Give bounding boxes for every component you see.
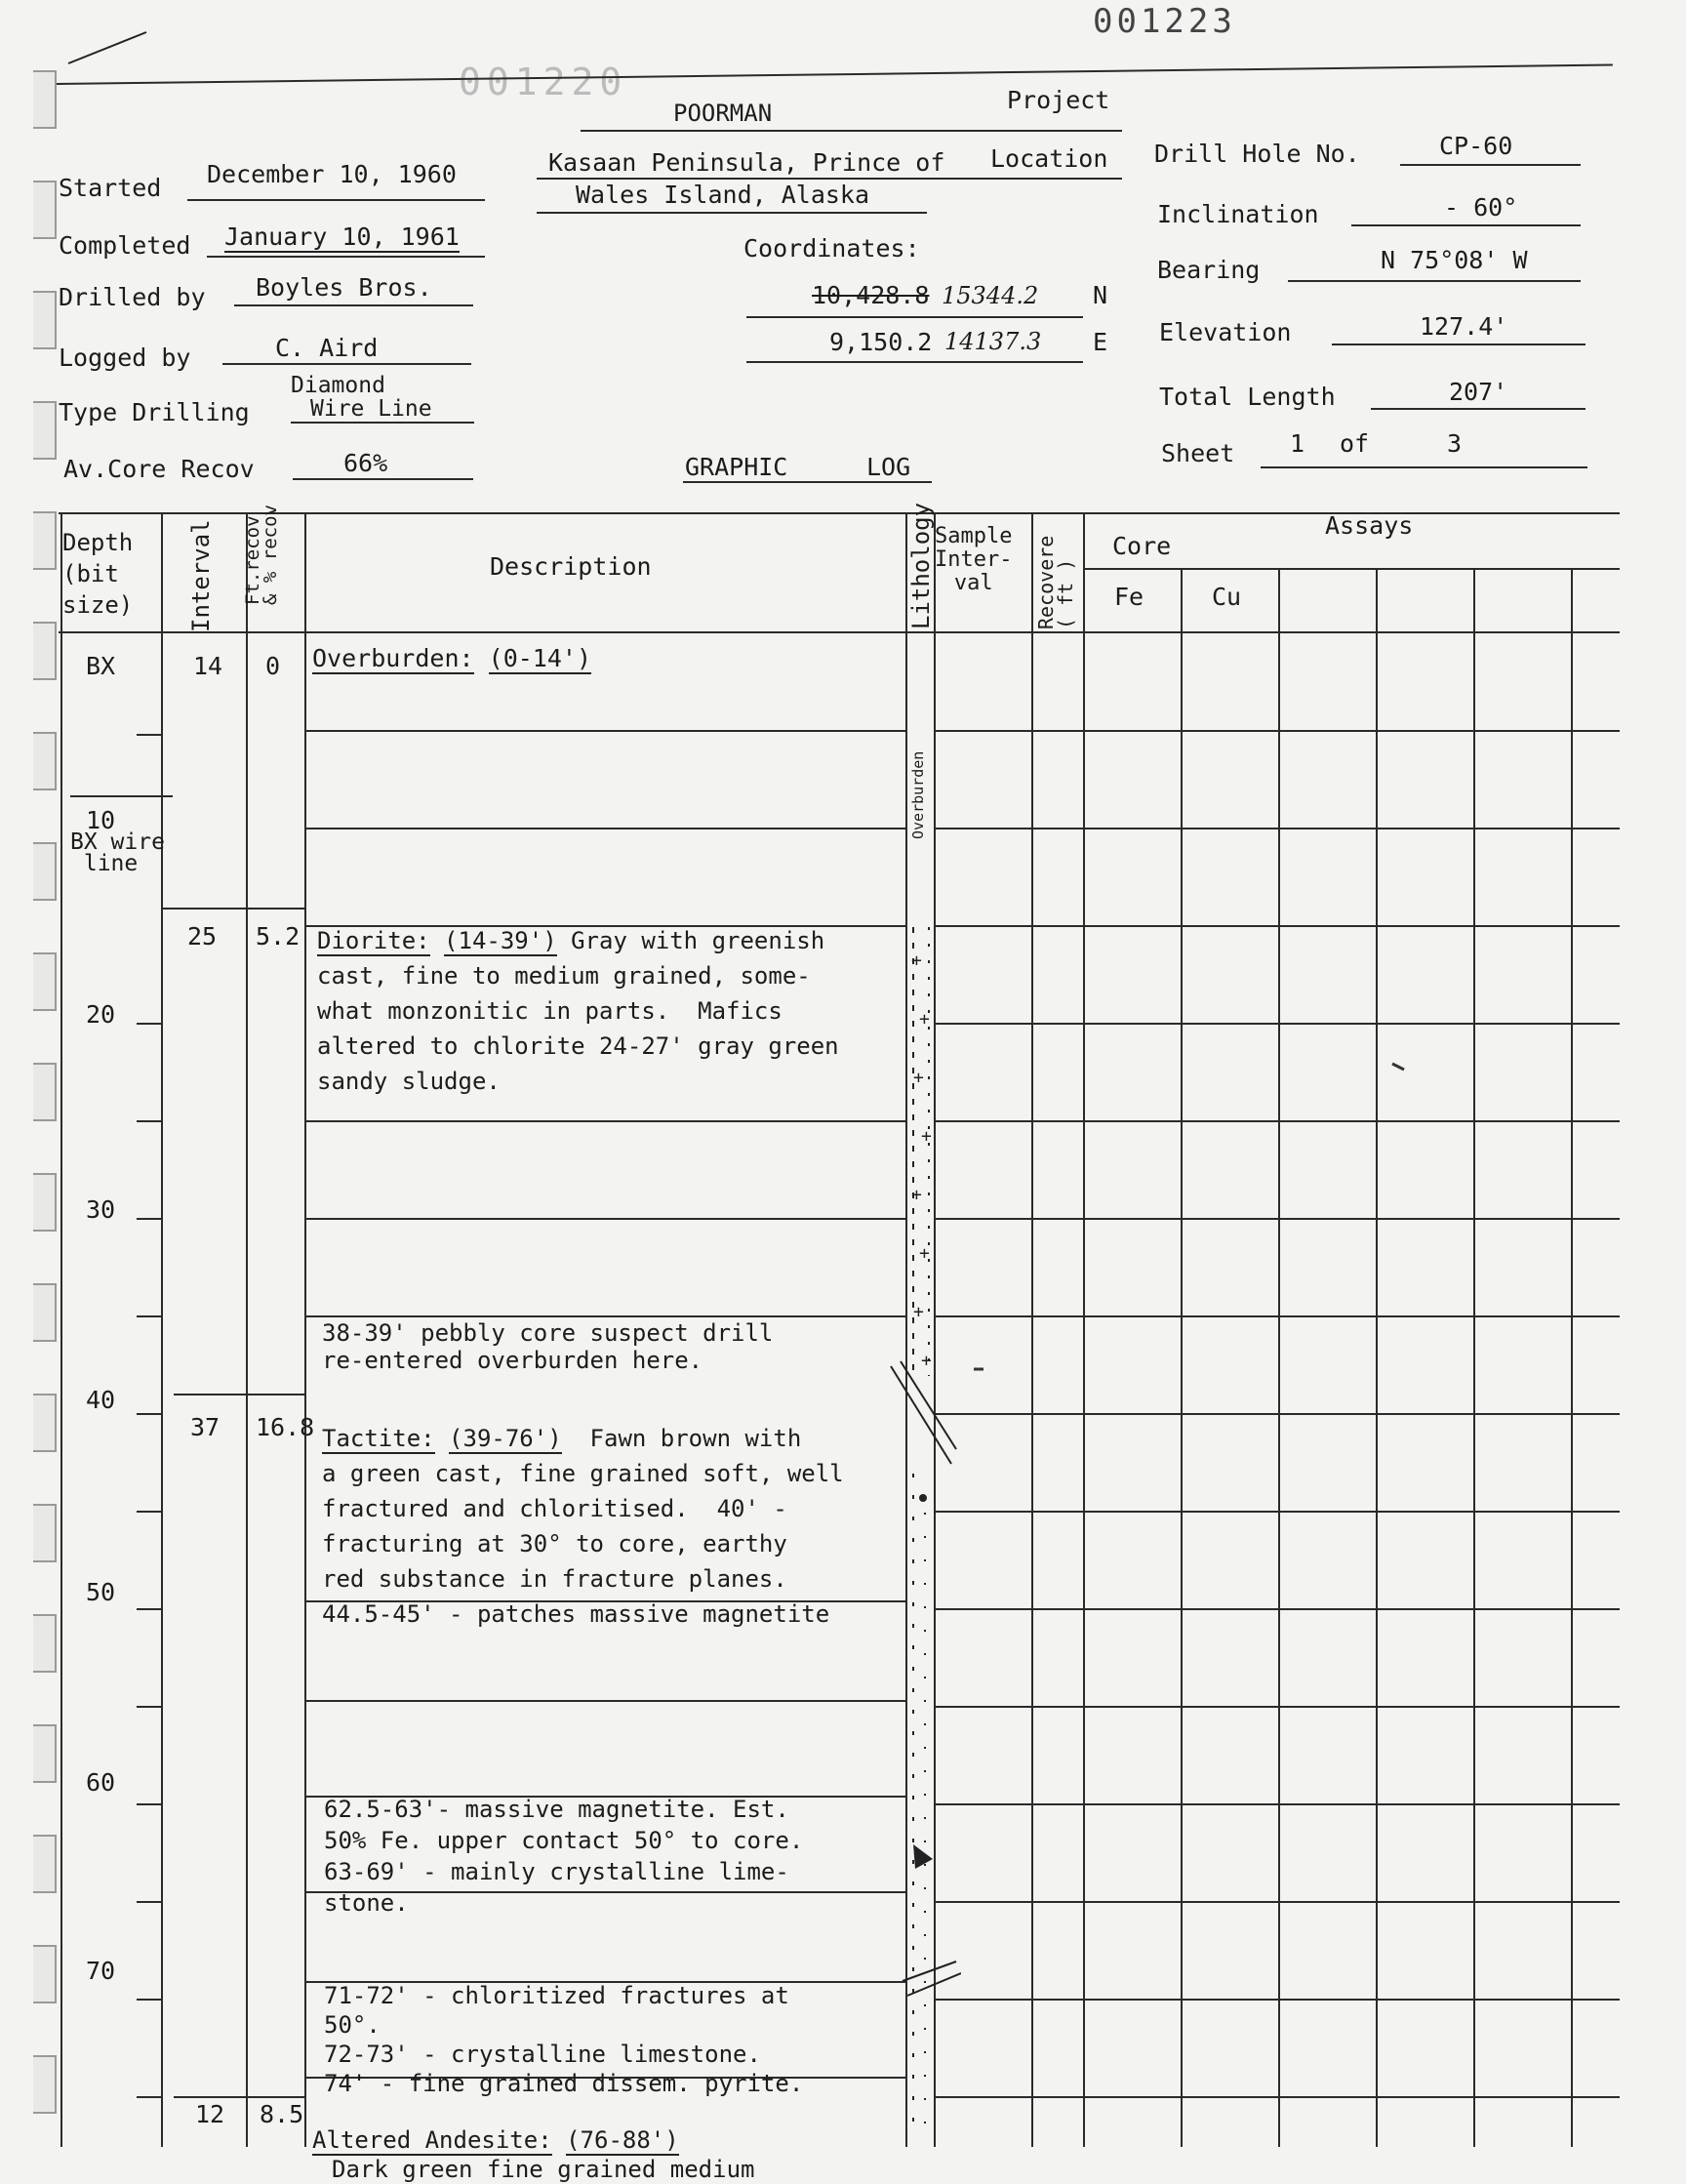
tactite-range: (39-76') — [449, 1425, 562, 1452]
project-value: POORMAN — [673, 100, 773, 127]
depth-bx-wire: BX wire line — [70, 829, 165, 876]
doc-number-top: 001223 — [1093, 2, 1236, 41]
andesite-partial: Dark green fine grained medium — [332, 2156, 755, 2183]
drill-hole-label: Drill Hole No. — [1154, 140, 1360, 168]
andesite-block — [312, 2096, 755, 2184]
graphic-log-label-2: LOG — [866, 453, 911, 481]
total-length-label: Total Length — [1159, 383, 1336, 411]
diorite-range: (14-39') — [444, 927, 557, 954]
coord-n-new: 15344.2 — [942, 282, 1039, 309]
assays-header: Assays — [1325, 511, 1414, 540]
lithology-overburden-label: Overburden — [909, 750, 927, 839]
doc-number-faded: 001220 — [459, 61, 628, 103]
started-label: Started — [59, 174, 162, 202]
tactite-text: Fawn brown with a green cast, fine grained soft, well fractured and chloritised. 40' - fracturing at 30° to core, earthy red substance in fracture planes. 44.5-45' - patches massive magnetite — [322, 1425, 844, 1628]
drill-hole-value: CP-60 — [1439, 132, 1513, 160]
inclination-value: - 60° — [1444, 193, 1518, 222]
stray-dot — [974, 1366, 985, 1372]
lithology-contacts — [883, 1356, 961, 2040]
elevation-value: 127.4' — [1420, 312, 1508, 341]
sheet-total: 3 — [1447, 429, 1463, 458]
coord-e-suffix: E — [1093, 328, 1108, 356]
overburden-title-text: Overburden: — [312, 644, 474, 672]
svg-text:+: + — [911, 1185, 922, 1205]
total-length-value: 207' — [1449, 378, 1508, 406]
location-label: Location — [990, 144, 1108, 173]
logged-by-value: C. Aird — [275, 334, 379, 362]
core-recov-label: Av.Core Recov — [63, 455, 255, 483]
coord-e-old: 9,150.2 — [829, 328, 933, 356]
bearing-value: N 75°08' W — [1381, 246, 1528, 274]
interval-3: 37 — [190, 1413, 221, 1441]
tactite-block — [322, 1386, 844, 1632]
andesite-range: (76-88') — [566, 2126, 679, 2154]
recovery-4: 8.5 — [260, 2100, 304, 2128]
interval-header: Interval — [187, 519, 215, 632]
location-value-1: Kasaan Peninsula, Prince of — [548, 148, 945, 177]
type-drilling-value: Wire Line — [310, 396, 432, 422]
sample-interval-header: Sample Inter- val — [935, 524, 1013, 595]
overburden-range: (0-14') — [488, 644, 591, 672]
graphic-log-label-1: GRAPHIC — [685, 453, 788, 481]
magnetite-note: 62.5-63'- massive magnetite. Est. 50% Fe. upper contact 50° to core. 63-69' - mainly crystalline lime- stone. — [324, 1796, 804, 1917]
project-label: Project — [1007, 86, 1110, 114]
depth-60: 60 — [86, 1768, 116, 1797]
completed-label: Completed — [59, 231, 191, 260]
svg-text:+: + — [913, 1068, 924, 1088]
depth-50: 50 — [86, 1578, 116, 1606]
svg-text:+: + — [919, 1009, 930, 1030]
sheet-label: Sheet — [1161, 439, 1235, 467]
coord-n-old: 10,428.8 — [812, 281, 930, 309]
diorite-block — [317, 888, 839, 1099]
coord-e-new: 14137.3 — [944, 328, 1042, 355]
svg-text:+: + — [913, 1302, 924, 1322]
svg-text:+: + — [911, 950, 922, 971]
coordinates-label: Coordinates: — [743, 234, 920, 263]
depth-70: 70 — [86, 1957, 116, 1985]
type-drilling-label: Type Drilling — [59, 398, 250, 426]
recovery-2: 5.2 — [256, 922, 301, 950]
svg-text:+: + — [919, 1243, 930, 1264]
fe-header: Fe — [1114, 583, 1144, 611]
recovery-1: 0 — [265, 652, 281, 680]
interval-4: 12 — [195, 2100, 225, 2128]
cu-header: Cu — [1212, 583, 1242, 611]
coord-n-suffix: N — [1093, 281, 1108, 309]
logged-by-label: Logged by — [59, 344, 191, 372]
lithology-header: Lithology — [907, 502, 935, 629]
drilled-by-value: Boyles Bros. — [256, 273, 432, 302]
depth-bx: BX — [86, 652, 116, 680]
pebbly-note: 38-39' pebbly core suspect drill re-entered overburden here. — [322, 1319, 774, 1374]
started-value: December 10, 1960 — [207, 160, 457, 188]
depth-40: 40 — [86, 1386, 116, 1414]
recovery-header: Ft.recov & % recov — [242, 505, 281, 605]
andesite-title: Altered Andesite: — [312, 2126, 552, 2154]
depth-header: Depth (bit size) — [62, 529, 134, 619]
core-recov-value: 66% — [343, 449, 388, 477]
core-header: Core — [1112, 532, 1172, 560]
interval-2: 25 — [187, 922, 218, 950]
elevation-label: Elevation — [1159, 318, 1292, 346]
sheet-of: of — [1340, 429, 1370, 458]
corner-pen-mark — [59, 24, 166, 73]
recovery-3: 16.8 — [256, 1413, 315, 1441]
overburden-title — [312, 644, 591, 672]
bearing-label: Bearing — [1157, 256, 1261, 284]
diorite-title: Diorite: — [317, 927, 430, 954]
diorite-text: Gray with greenish cast, fine to medium grained, some- what monzonitic in parts. Mafics altered to chlorite 24-27' gray green sandy sludge. — [317, 927, 839, 1095]
sheet-num: 1 — [1290, 429, 1305, 458]
svg-text:+: + — [921, 1126, 932, 1147]
recovery-ft-header: Recovere ( ft ) — [1034, 535, 1077, 629]
location-value-2: Wales Island, Alaska — [576, 181, 870, 209]
interval-1: 14 — [193, 652, 223, 680]
type-drilling-value-top: Diamond — [291, 373, 385, 398]
depth-20: 20 — [86, 1000, 116, 1029]
depth-30: 30 — [86, 1195, 116, 1224]
stray-mark — [1390, 1062, 1410, 1073]
inclination-label: Inclination — [1157, 200, 1319, 228]
svg-text:+: + — [921, 1351, 932, 1371]
depth-10: 10 — [86, 806, 116, 834]
chloritized-note: 71-72' - chloritized fractures at 50°. 72-73' - crystalline limestone. 74' - fine grained dissem. pyrite. — [324, 1982, 804, 2097]
tactite-title: Tactite: — [322, 1425, 435, 1452]
drilled-by-label: Drilled by — [59, 283, 206, 311]
completed-value: January 10, 1961 — [224, 222, 460, 251]
description-header: Description — [490, 552, 652, 581]
